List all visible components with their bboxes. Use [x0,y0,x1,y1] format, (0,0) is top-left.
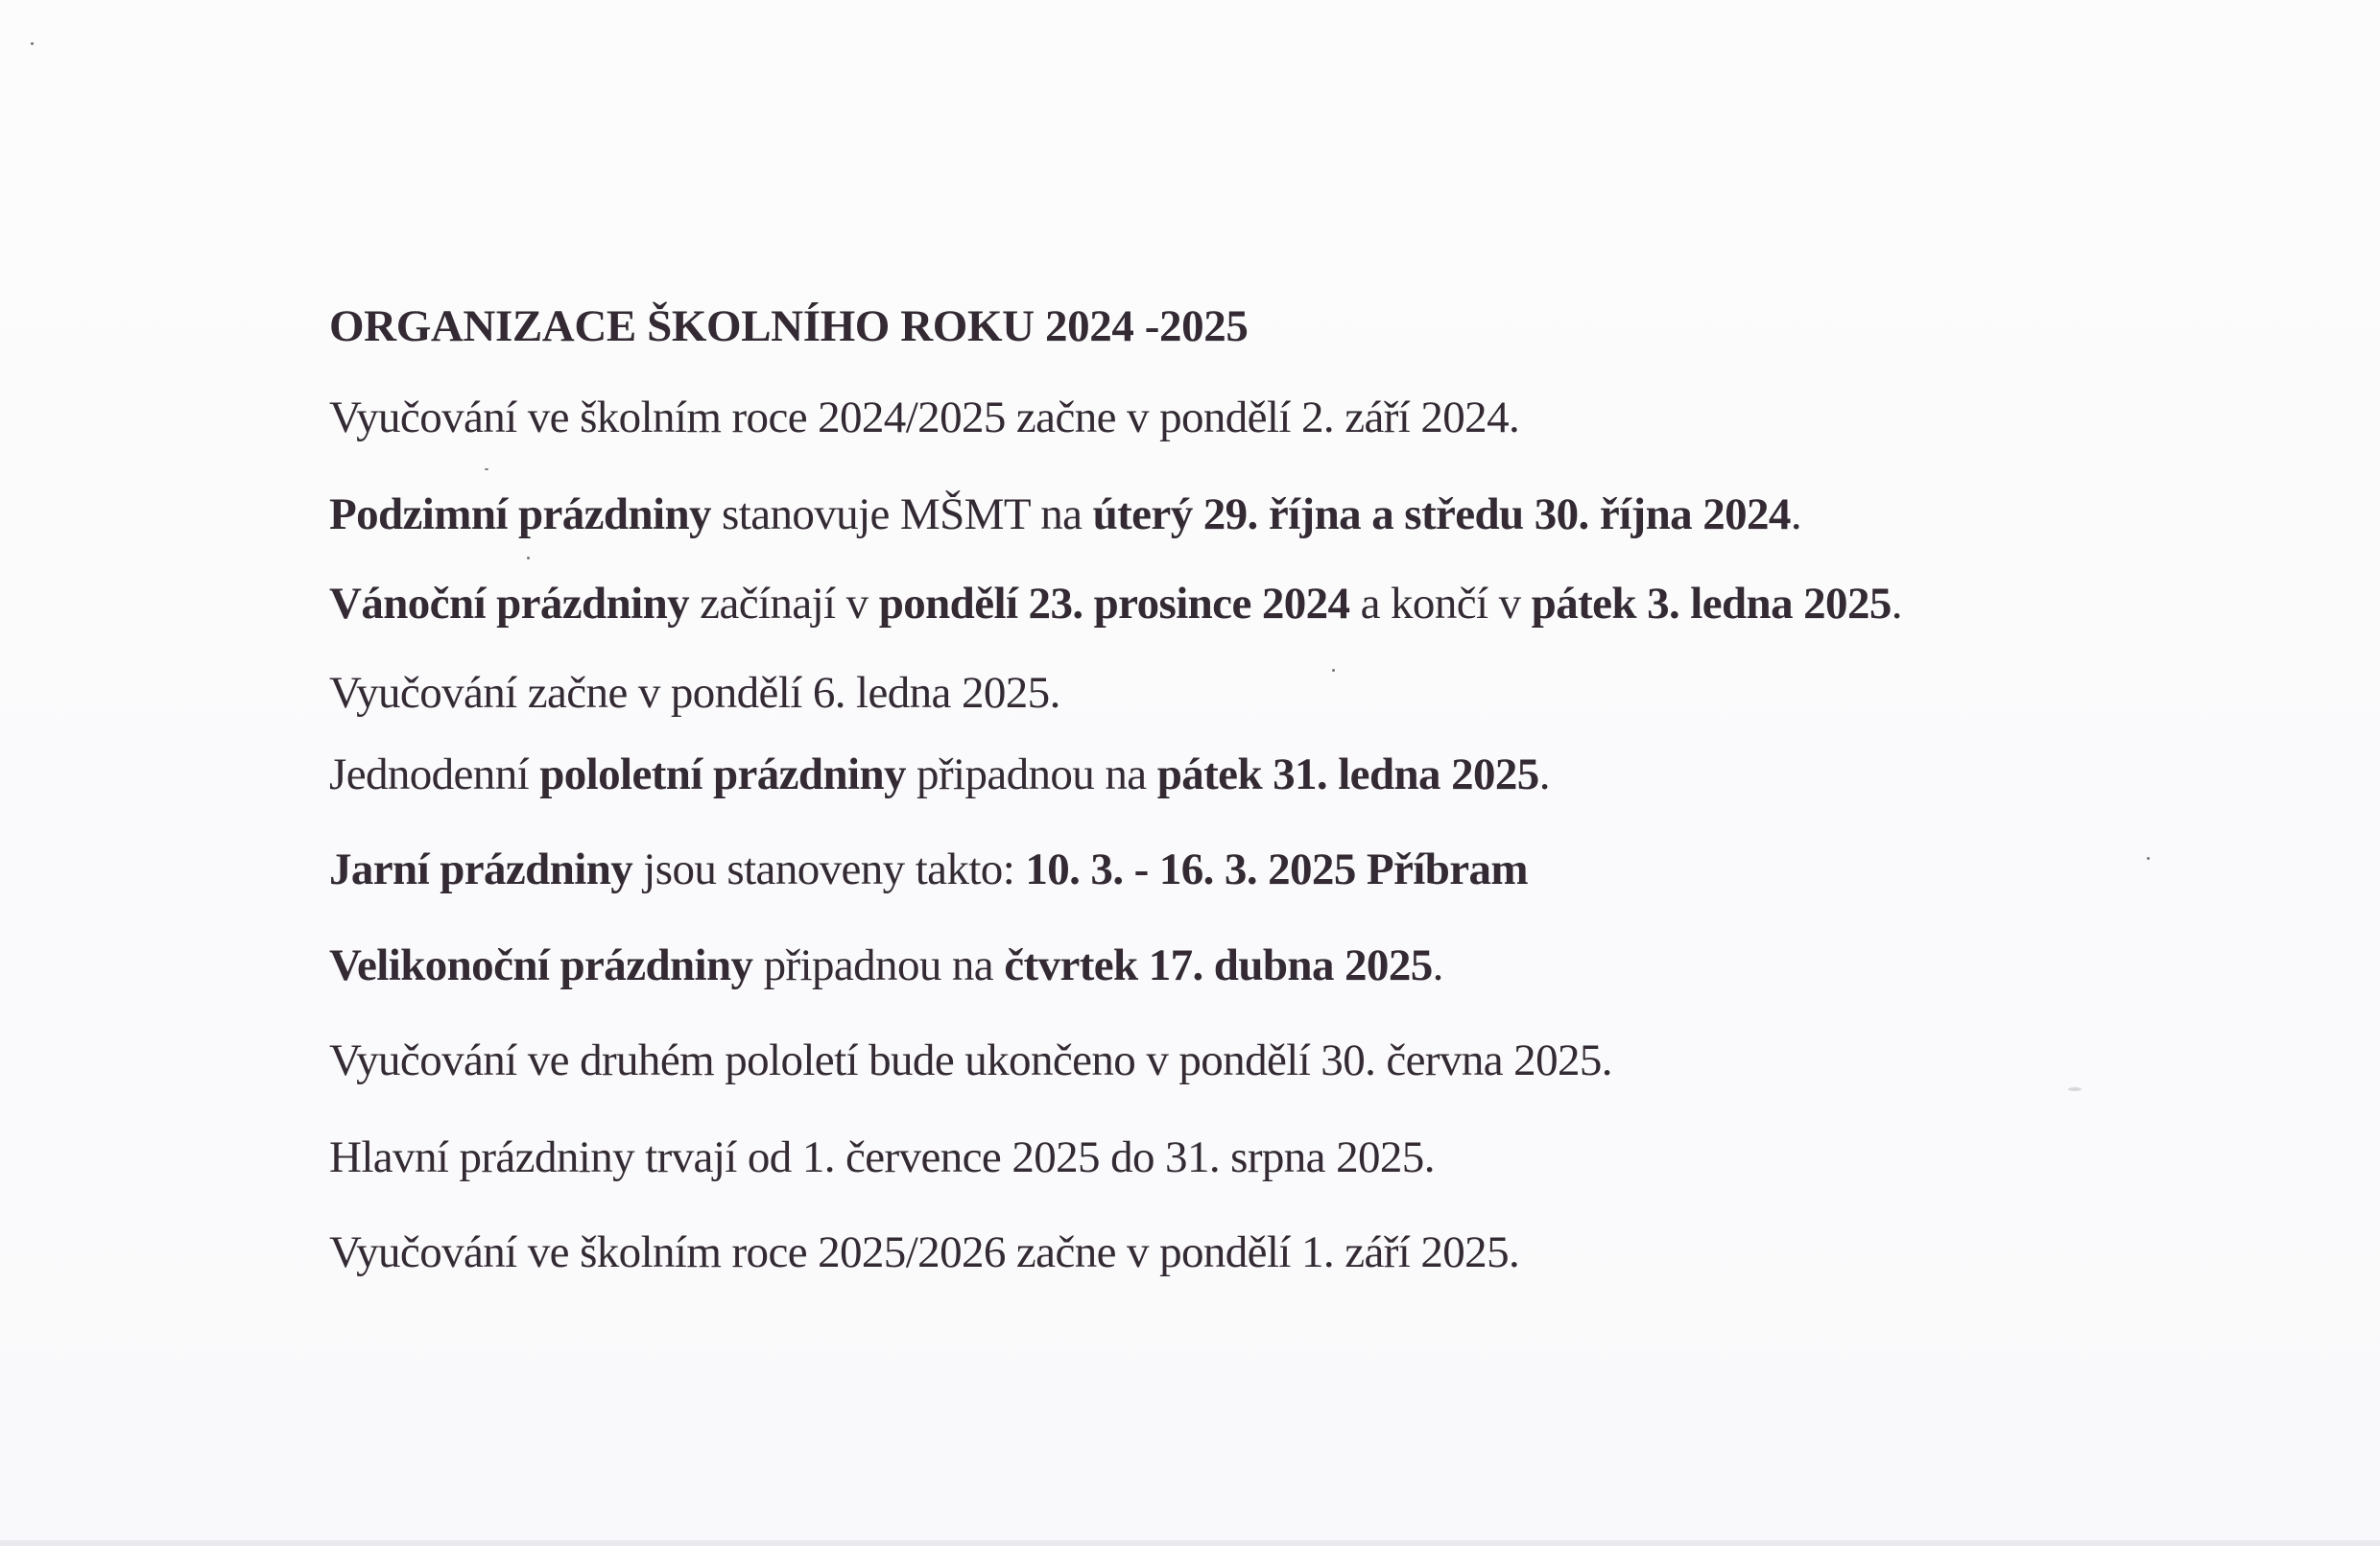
scan-speck [485,468,488,470]
line-text: Vyučování začne v pondělí 6. ledna 2025. [329,668,1060,718]
holiday-dates: úterý 29. října a středu 30. října 2024 [1092,489,1791,539]
line-text: Vyučování ve školním roce 2024/2025 začne v pondělí 2. září 2024. [329,392,1520,442]
line-text: . [1891,579,1902,629]
scan-speck [31,42,34,45]
document-title: ORGANIZACE ŠKOLNÍHO ROKU 2024 -2025 [329,301,1249,351]
line-text: Hlavní prázdniny trvají od 1. července 2025 do 31. srpna 2025. [329,1132,1435,1182]
line-text: Vyučování ve školním roce 2025/2026 začne v pondělí 1. září 2025. [329,1227,1520,1277]
line-second-term-end [329,1034,1612,1087]
line-text: začínají v [689,579,879,629]
line-text: připadnou na [752,940,1005,990]
line-text: Vyučování ve druhém pololetí bude ukončeno v pondělí 30. června 2025. [329,1035,1612,1085]
holiday-name: pololetní prázdniny [539,749,906,799]
holiday-dates: 10. 3. - 16. 3. 2025 Příbram [1025,844,1528,894]
line-text: připadnou na [905,749,1157,799]
holiday-name: Velikonoční prázdniny [329,940,753,990]
line-spring-holidays [329,843,1528,896]
line-christmas-holidays [329,577,1902,630]
line-half-term-holiday [329,748,1550,801]
line-summer-holidays [329,1130,1435,1184]
holiday-dates: pátek 31. ledna 2025 [1156,749,1539,799]
line-text: . [1790,489,1801,539]
line-text: . [1538,749,1550,799]
line-text: . [1432,940,1443,990]
holiday-name: Podzimní prázdniny [329,489,711,539]
holiday-name: Vánoční prázdniny [329,579,690,629]
line-autumn-holidays [329,488,1801,541]
scan-speck [527,557,530,559]
line-text: jsou stanoveny takto: [632,844,1026,894]
scan-speck [1332,669,1335,672]
holiday-end-date: pátek 3. ledna 2025 [1531,579,1892,629]
scan-speck [2147,857,2150,860]
line-text: a končí v [1349,579,1532,629]
page-bottom-edge [0,1540,2380,1546]
line-classes-resume [329,666,1060,720]
line-text: Jednodenní [329,749,540,799]
line-text: stanovuje MŠMT na [710,489,1093,539]
holiday-name: Jarní prázdniny [329,844,633,894]
scan-speck [2068,1087,2082,1091]
line-school-year-start [329,391,1519,444]
line-easter-holidays [329,939,1443,992]
line-next-school-year-start [329,1225,1519,1279]
holiday-start-date: pondělí 23. prosince 2024 [878,579,1350,629]
holiday-dates: čtvrtek 17. dubna 2025 [1004,940,1433,990]
